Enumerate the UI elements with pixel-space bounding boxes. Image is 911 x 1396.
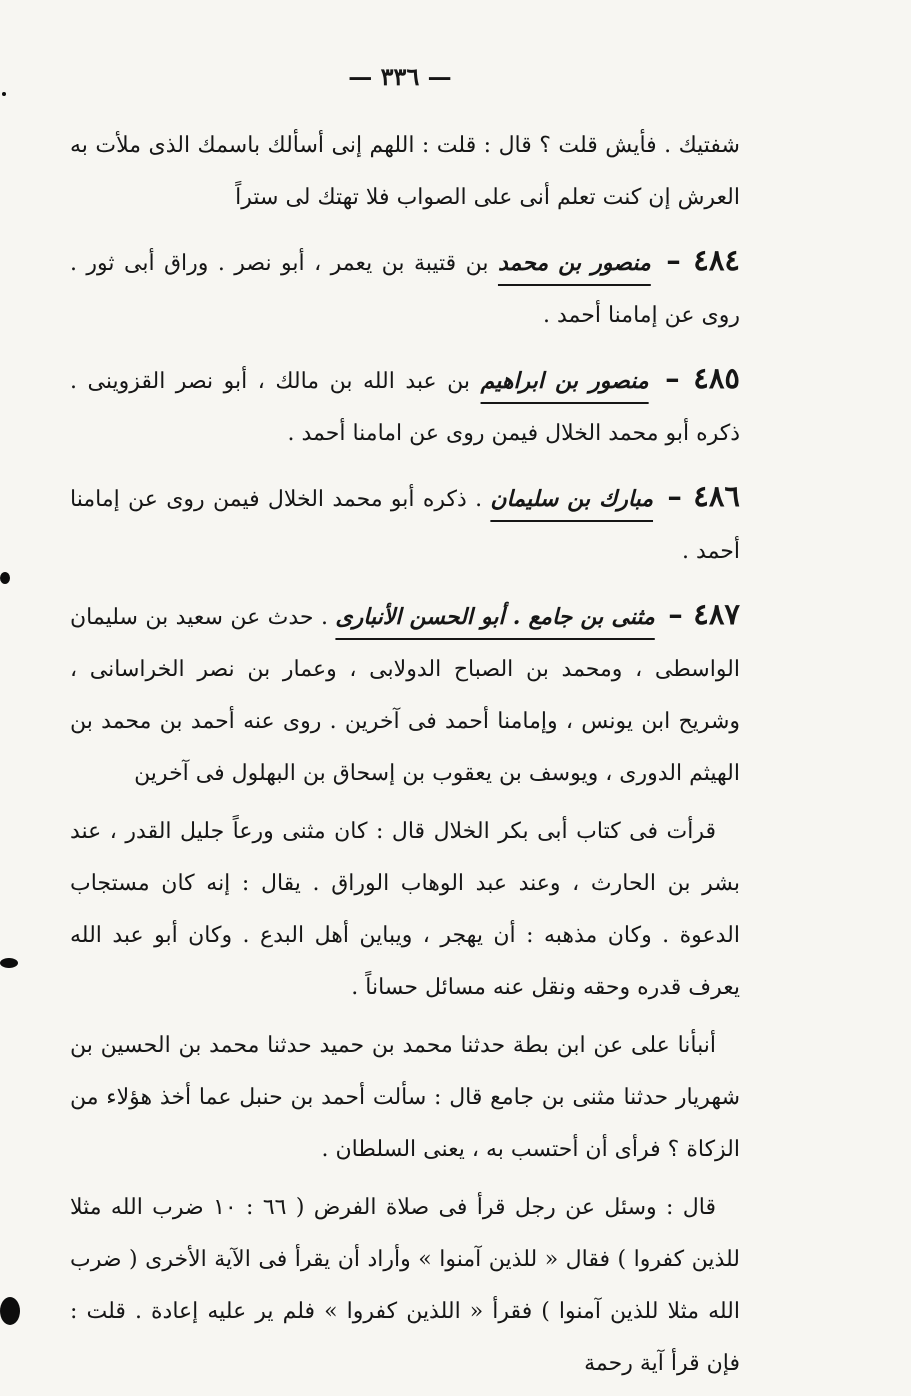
body-paragraph: قرأت فى كتاب أبى بكر الخلال قال : كان مثنى ورعاً جليل القدر ، عند بشر بن الحارث ، وعند عبد الوهاب الوراق . يقال : إنه كان مستجاب الدعوة . وكان مذهبه : أن يهجر ، ويباين أهل البدع . وكان أبو عبد الله يعرف قدره وحقه ونقل عنه مسائل حساناً . <box>70 819 740 1000</box>
entry-text: . ذكره أبو محمد الخلال فيمن روى عن إمامنا أحمد . <box>70 487 740 564</box>
scan-speck <box>0 1297 20 1325</box>
entry-text: بن قتيبة بن يعمر ، أبو نصر . وراق أبى ثور . روى عن إمامنا أحمد . <box>70 251 740 328</box>
entry-name: منصور بن ابراهيم <box>480 368 649 394</box>
scan-speck <box>0 572 10 584</box>
page-body <box>70 120 740 1396</box>
entry-text: . حدث عن سعيد بن سليمان الواسطى ، ومحمد بن الصباح الدولابى ، وعمار بن نصر الخراسانى ، وشريح ابن يونس ، وإمامنا أحمد فى آخرين . روى عنه أحمد بن محمد بن الهيثم الدورى ، ويوسف بن يعقوب بن إسحاق بن البهلول فى آخرين <box>70 605 740 786</box>
entry-name: مثنى بن جامع . أبو الحسن الأنبارى <box>335 604 655 630</box>
entry-number: ٤٨٤ – <box>666 243 740 277</box>
entry-number: ٤٨٧ – <box>668 597 740 631</box>
entry-name: منصور بن محمد <box>497 250 651 276</box>
continuation-paragraph: شفتيك . فأيش قلت ؟ قال : قلت : اللهم إنى أسألك باسمك الذى ملأت به العرش إن كنت تعلم أنى على الصواب فلا تهتك لى ستراً <box>70 133 740 210</box>
biography-entry-484 <box>70 234 740 342</box>
entry-number: ٤٨٦ – <box>667 479 740 513</box>
biography-entry-487 <box>70 588 740 800</box>
entry-text: بن عبد الله بن مالك ، أبو نصر القزوينى . ذكره أبو محمد الخلال فيمن روى عن امامنا أحمد . <box>70 369 740 446</box>
page-number: — ٣٣٦ — <box>348 62 452 91</box>
scan-speck <box>2 92 6 96</box>
entry-name: مبارك بن سليمان <box>490 486 654 512</box>
scan-speck <box>0 958 18 968</box>
body-paragraph: أنبأنا على عن ابن بطة حدثنا محمد بن حميد حدثنا محمد بن الحسين بن شهريار حدثنا مثنى بن جامع قال : سألت أحمد بن حنبل عما أخذ هؤلاء من الزكاة ؟ فرأى أن أحتسب به ، يعنى السلطان . <box>70 1033 740 1162</box>
body-paragraph: قال : وسئل عن رجل قرأ فى صلاة الفرض ( ٦٦ : ١٠ ضرب الله مثلا للذين كفروا ) فقال « للذين آمنوا » وأراد أن يقرأ فى الآية الأخرى ( ضرب الله مثلا للذين آمنوا ) فقرأ « اللذين كفروا » فلم ير عليه إعادة . قلت : فإن قرأ آية رحمة <box>70 1195 740 1376</box>
entry-number: ٤٨٥ – <box>665 361 740 395</box>
biography-entry-486 <box>70 470 740 578</box>
biography-entry-485 <box>70 352 740 460</box>
